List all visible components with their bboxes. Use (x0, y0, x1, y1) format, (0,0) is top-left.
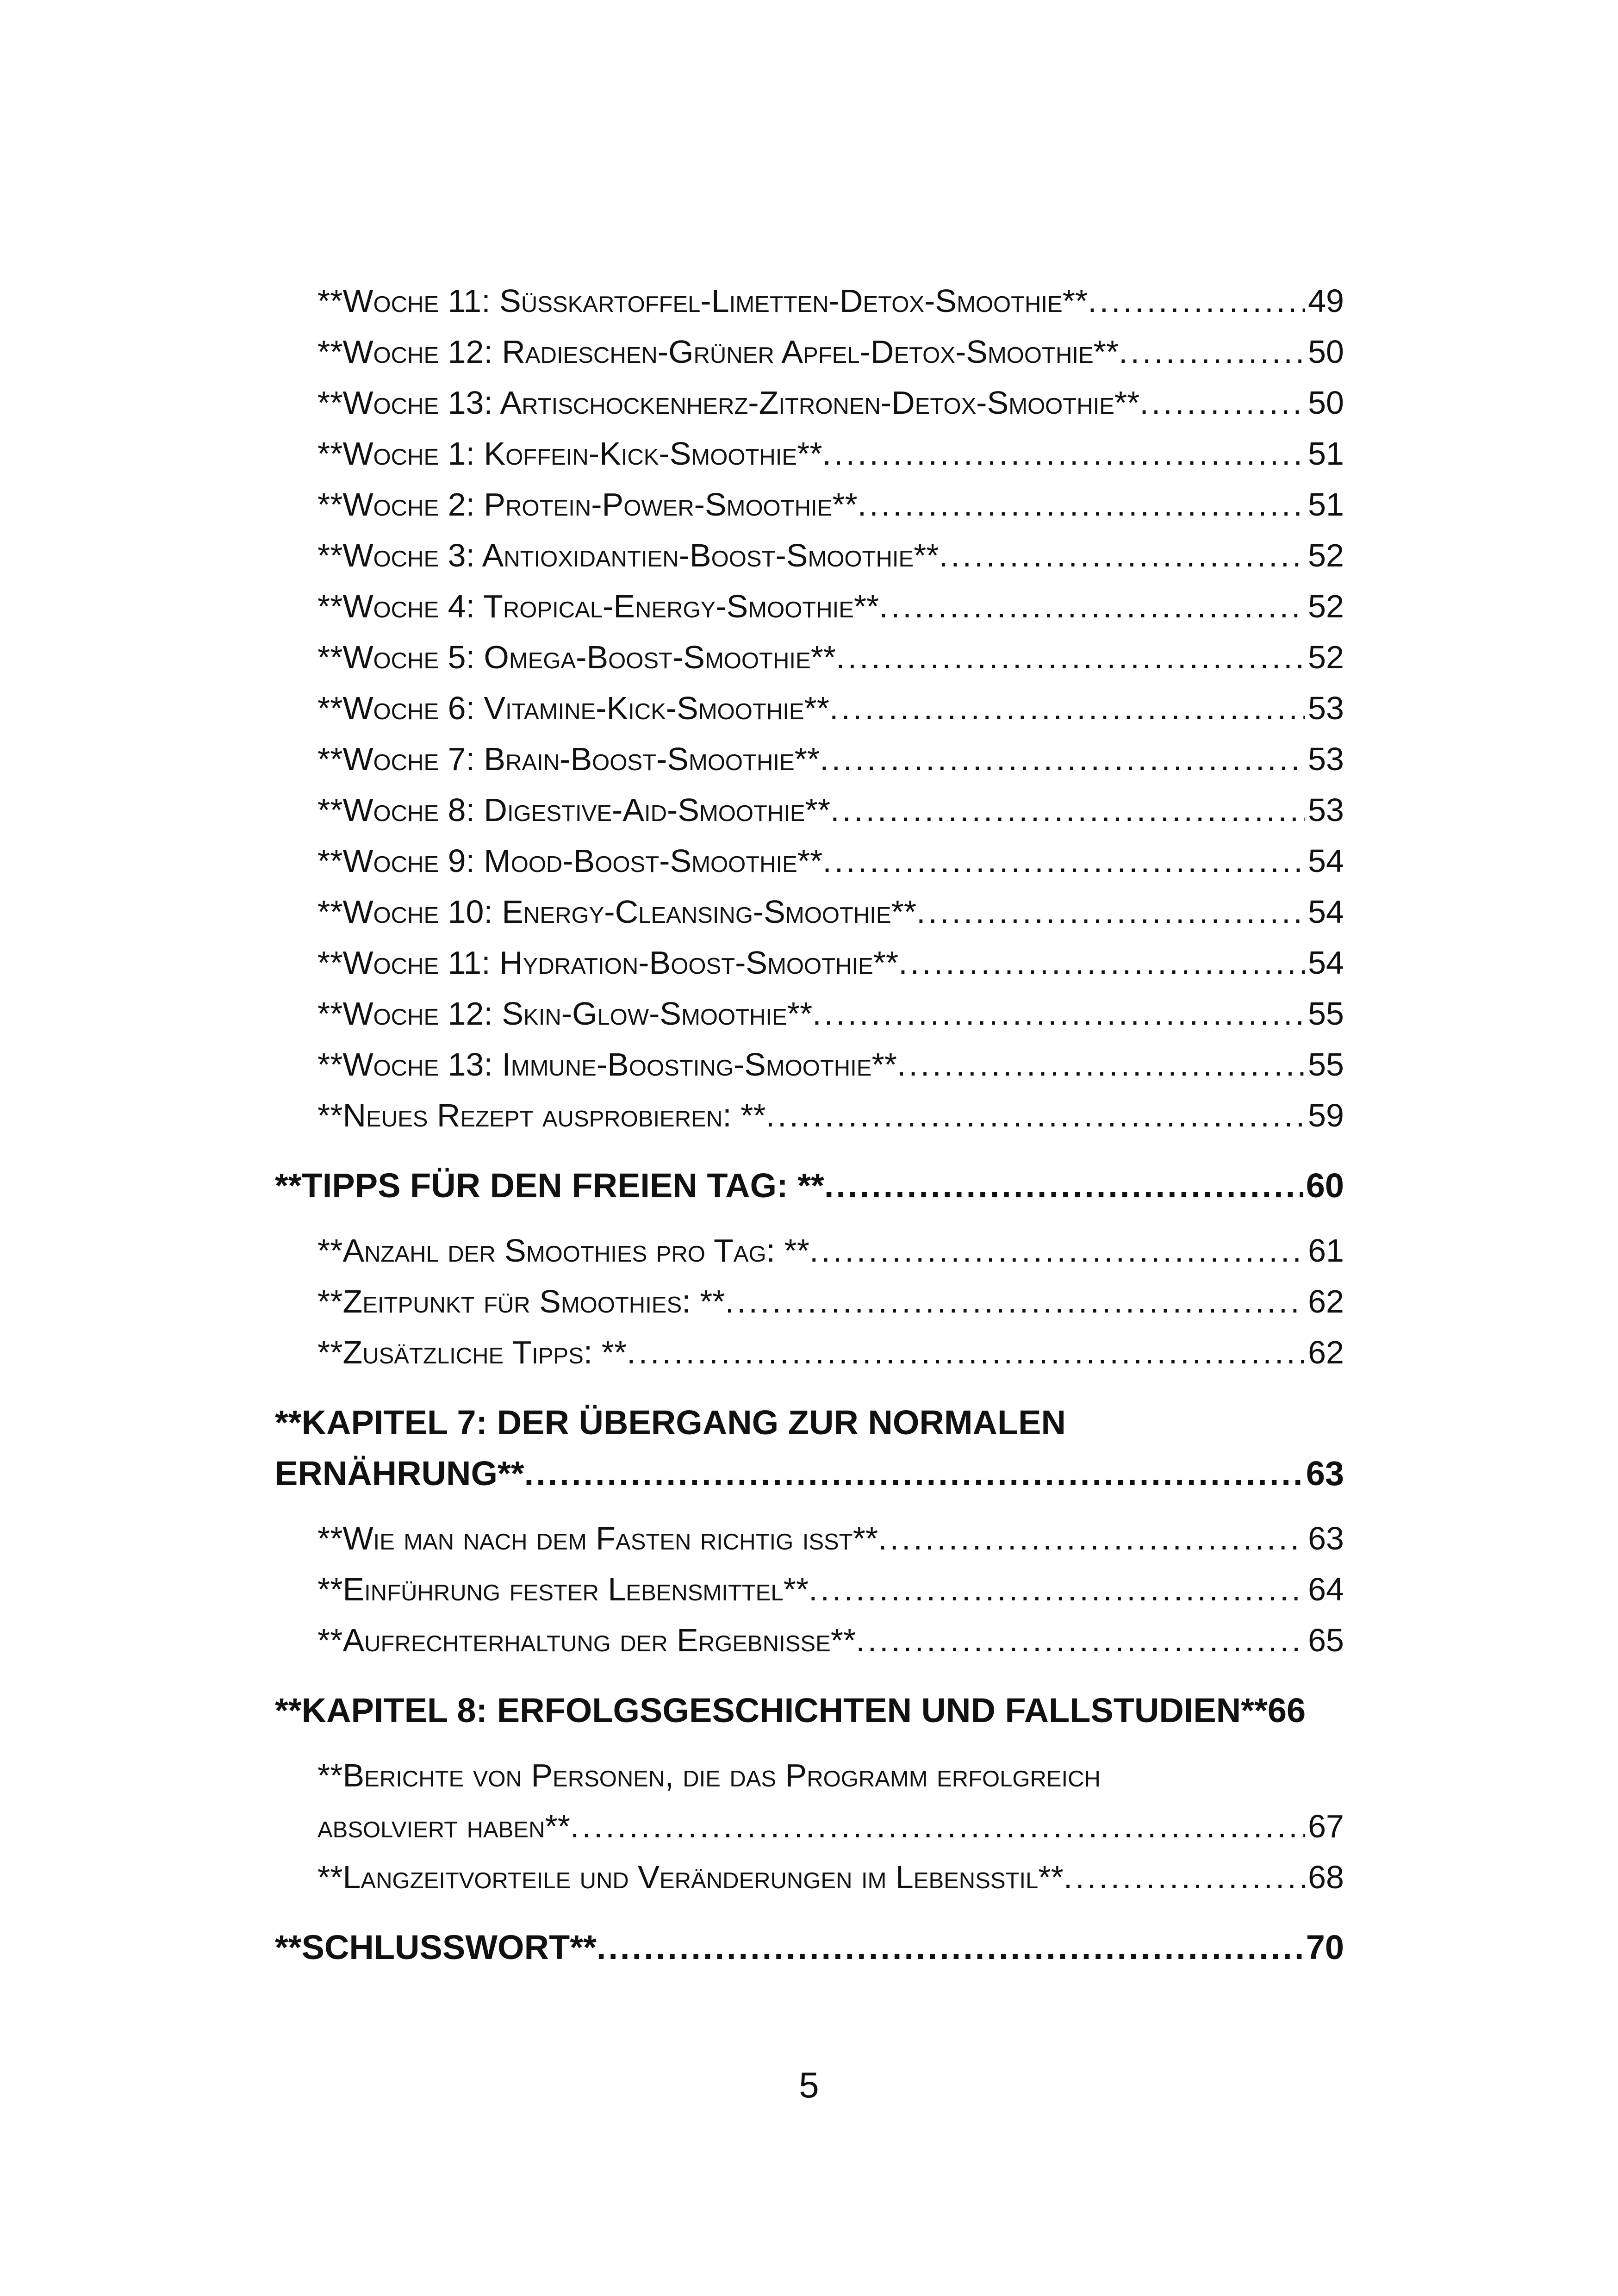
toc-entry[interactable] (275, 1513, 1344, 1564)
toc-chapter-title: **TIPPS FÜR DEN FREIEN TAG: ** (275, 1166, 824, 1205)
dot-leader (898, 937, 1305, 988)
toc-entry-title: **Woche 11: Süßkartoffel-Limetten-Detox-Smoothie** (317, 283, 1088, 319)
toc-entry-page: 67 (1308, 1808, 1344, 1844)
toc-entry-title: **Woche 8: Digestive-Aid-Smoothie** (317, 792, 831, 828)
toc-chapter-entry[interactable] (275, 1685, 1344, 1736)
toc-entry-page: 62 (1308, 1334, 1344, 1370)
toc-entry-title: **Woche 13: Immune-Boosting-Smoothie** (317, 1046, 897, 1083)
toc-chapter-title: **SCHLUSSWORT** (275, 1928, 597, 1966)
dot-leader (829, 683, 1305, 734)
toc-chapter-page: 70 (1306, 1928, 1344, 1966)
dot-leader (856, 1615, 1305, 1666)
toc-entry-title: **Woche 10: Energy-Cleansing-Smoothie** (317, 894, 917, 930)
toc-entry[interactable] (275, 377, 1344, 428)
toc-entry-page: 53 (1308, 792, 1344, 828)
toc-entry-title: **Anzahl der Smoothies pro Tag: ** (317, 1232, 809, 1269)
dot-leader (809, 1564, 1305, 1615)
toc-entry[interactable] (275, 632, 1344, 683)
toc-entry-title: **Woche 6: Vitamine-Kick-Smoothie** (317, 690, 829, 726)
toc-entry-page: 55 (1308, 1046, 1344, 1083)
dot-leader (570, 1801, 1305, 1852)
dot-leader (939, 530, 1306, 581)
toc-entry-page: 54 (1308, 894, 1344, 930)
toc-chapter-page: 66 (1267, 1691, 1306, 1730)
toc-entry-title: **Zeitpunkt für Smoothies: ** (317, 1283, 725, 1319)
toc-entry[interactable] (275, 937, 1344, 988)
toc-entry-title: **Woche 2: Protein-Power-Smoothie** (317, 486, 858, 523)
toc-entry[interactable] (275, 988, 1344, 1039)
toc-entry[interactable] (275, 835, 1344, 886)
dot-leader (1064, 1852, 1305, 1903)
toc-entry-title: **Woche 12: Radieschen-Grüner Apfel-Detox-Smoothie** (317, 334, 1119, 370)
toc-entry-page: 54 (1308, 843, 1344, 879)
toc-entry[interactable] (275, 886, 1344, 937)
toc-entry[interactable] (275, 784, 1344, 835)
dot-leader (809, 1225, 1305, 1276)
toc-entry[interactable] (275, 581, 1344, 632)
toc-entry-title: **Aufrechterhaltung der Ergebnisse** (317, 1622, 856, 1658)
toc-chapter-page: 63 (1306, 1454, 1344, 1493)
toc-entry-page: 63 (1308, 1520, 1344, 1556)
toc-entry-page: 49 (1308, 283, 1344, 319)
toc-entry-page: 52 (1308, 639, 1344, 675)
toc-entry[interactable] (275, 1225, 1344, 1276)
toc-entry-title: **Einführung fester Lebensmittel** (317, 1571, 809, 1607)
toc-entry-page: 50 (1308, 334, 1344, 370)
toc-entry-title: **Woche 1: Koffein-Kick-Smoothie** (317, 436, 822, 472)
toc-entry-page: 68 (1308, 1859, 1344, 1895)
dot-leader (830, 784, 1305, 835)
toc-entry-page: 65 (1308, 1622, 1344, 1658)
toc-entry[interactable] (275, 1615, 1344, 1666)
toc-entry-title: **Woche 12: Skin-Glow-Smoothie** (317, 996, 813, 1032)
dot-leader (897, 1039, 1305, 1090)
dot-leader (597, 1922, 1303, 1973)
toc-entry-page: 55 (1308, 996, 1344, 1032)
toc-entry-page: 53 (1308, 690, 1344, 726)
toc-entry-title: **Wie man nach dem Fasten richtig isst** (317, 1520, 878, 1556)
toc-entry-title-line1[interactable]: **Berichte von Personen, die das Programm erfolgreich (317, 1757, 1101, 1793)
toc-entry[interactable] (275, 1801, 1344, 1852)
toc-entry[interactable] (275, 428, 1344, 479)
toc-entry[interactable] (275, 1852, 1344, 1903)
toc-entry-title: **Woche 9: Mood-Boost-Smoothie** (317, 843, 823, 879)
toc-entry-page: 50 (1308, 385, 1344, 421)
toc-chapter-title-line1: **KAPITEL 7: DER ÜBERGANG ZUR NORMALEN (275, 1403, 1066, 1442)
toc-chapter-entry[interactable] (275, 1397, 1344, 1499)
toc-entry-page: 62 (1308, 1283, 1344, 1319)
toc-entry-title: **Langzeitvorteile und Veränderungen im Lebensstil** (317, 1859, 1064, 1895)
dot-leader (916, 886, 1305, 937)
toc-entry-title: **Woche 5: Omega-Boost-Smoothie** (317, 639, 836, 675)
toc-entry-title: **Woche 7: Brain-Boost-Smoothie** (317, 741, 820, 777)
toc-entry-page: 61 (1308, 1232, 1344, 1269)
dot-leader (725, 1276, 1306, 1327)
toc-entry-page: 52 (1308, 537, 1344, 573)
dot-leader (879, 581, 1305, 632)
toc-entry[interactable] (275, 1039, 1344, 1090)
dot-leader (1139, 377, 1305, 428)
toc-entry-title: **Neues Rezept ausprobieren: ** (317, 1097, 766, 1133)
toc-chapter-page: 60 (1306, 1166, 1344, 1205)
dot-leader (822, 835, 1305, 886)
toc-chapter-entry[interactable] (275, 1922, 1344, 1973)
toc-entry[interactable] (275, 326, 1344, 377)
toc-entry[interactable] (275, 1090, 1344, 1141)
toc-entry[interactable] (275, 1564, 1344, 1615)
toc-entry-title: **Woche 4: Tropical-Energy-Smoothie** (317, 588, 879, 624)
toc-entry[interactable] (275, 275, 1344, 326)
toc-entry[interactable] (275, 479, 1344, 530)
toc-chapter-title: **KAPITEL 8: ERFOLGSGESCHICHTEN UND FALLSTUDIEN** (275, 1691, 1268, 1730)
dot-leader (766, 1090, 1306, 1141)
dot-leader (836, 632, 1305, 683)
toc-entry[interactable] (275, 683, 1344, 734)
toc-entry-page: 52 (1308, 588, 1344, 624)
toc-entry-page: 51 (1308, 486, 1344, 523)
table-of-contents (275, 275, 1344, 1973)
dot-leader (524, 1448, 1303, 1499)
dot-leader (878, 1513, 1305, 1564)
toc-entry[interactable] (275, 734, 1344, 784)
dot-leader (812, 988, 1305, 1039)
dot-leader (1088, 275, 1305, 326)
toc-entry-page: 53 (1308, 741, 1344, 777)
toc-entry-title-line2: absolviert haben** (317, 1808, 570, 1844)
toc-entry-page: 64 (1308, 1571, 1344, 1607)
toc-chapter-title-line2: ERNÄHRUNG** (275, 1454, 524, 1493)
toc-entry-page: 54 (1308, 945, 1344, 981)
toc-chapter-title-line2-row (275, 1448, 1344, 1499)
toc-entry-page: 51 (1308, 436, 1344, 472)
dot-leader (822, 428, 1306, 479)
toc-entry-title: **Woche 13: Artischockenherz-Zitronen-Detox-Smoothie** (317, 385, 1140, 421)
toc-entry-title: **Zusätzliche Tipps: ** (317, 1334, 627, 1370)
toc-entry-title: **Woche 3: Antioxidantien-Boost-Smoothie** (317, 537, 939, 573)
dot-leader (627, 1327, 1305, 1378)
toc-entry[interactable] (275, 1327, 1344, 1378)
toc-entry[interactable] (275, 1276, 1344, 1327)
page-number: 5 (799, 2065, 819, 2105)
toc-entry-title: **Woche 11: Hydration-Boost-Smoothie** (317, 945, 899, 981)
toc-entry[interactable] (275, 530, 1344, 581)
dot-leader (1119, 326, 1305, 377)
toc-chapter-entry[interactable] (275, 1160, 1344, 1211)
dot-leader (824, 1160, 1303, 1211)
dot-leader (858, 479, 1305, 530)
dot-leader (820, 734, 1305, 784)
toc-entry-page: 59 (1308, 1097, 1344, 1133)
